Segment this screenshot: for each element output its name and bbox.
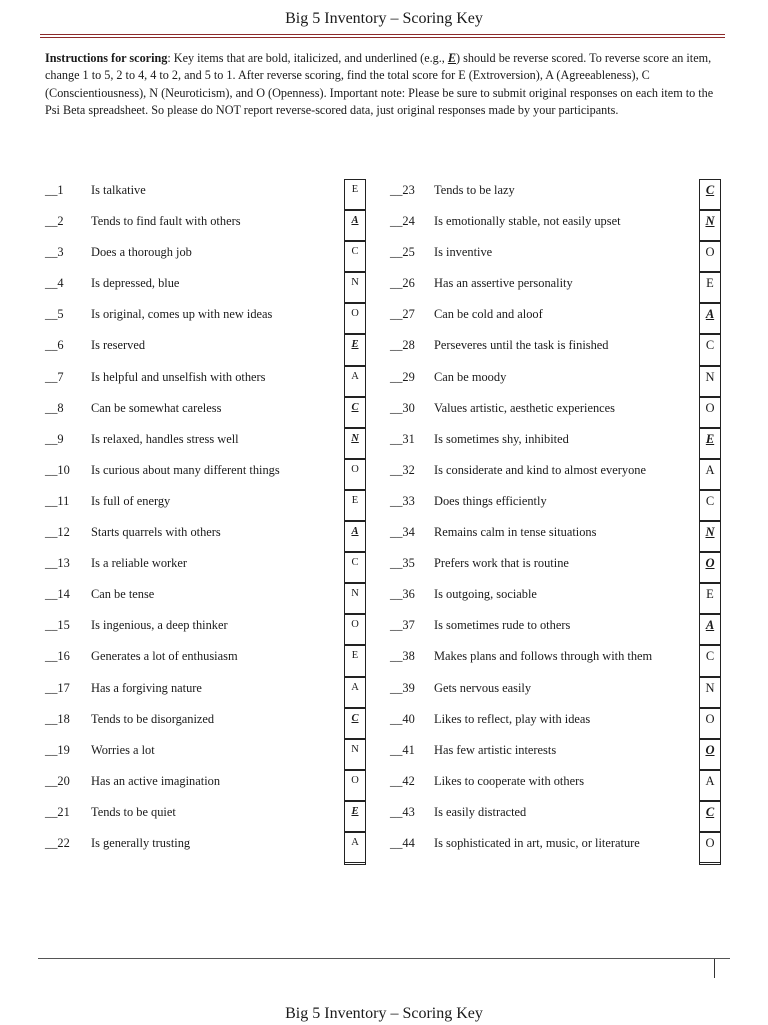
trait-letter: A bbox=[351, 836, 359, 848]
trait-letter: O bbox=[351, 463, 359, 475]
item-number-blank: __17 bbox=[45, 680, 70, 695]
trait-letter: O bbox=[705, 711, 715, 726]
key-cell bbox=[345, 179, 365, 210]
key-cell bbox=[345, 210, 365, 241]
reverse-score-example: E bbox=[447, 51, 457, 65]
item-statement: Is curious about many different things bbox=[91, 462, 280, 477]
key-cell bbox=[700, 708, 720, 739]
trait-letter: E bbox=[706, 276, 714, 291]
trait-letter: A bbox=[351, 370, 359, 382]
item-number-blank: __14 bbox=[45, 587, 70, 602]
key-cell bbox=[700, 179, 720, 210]
trait-letter: O bbox=[351, 619, 359, 631]
scoring-instructions bbox=[45, 50, 725, 119]
item-statement: Can be cold and aloof bbox=[434, 307, 543, 322]
reverse-scored-trait-letter: C bbox=[351, 712, 359, 724]
item-statement: Worries a lot bbox=[91, 742, 155, 757]
item-number-blank: __40 bbox=[390, 711, 415, 726]
key-cell bbox=[700, 770, 720, 801]
item-number-blank: __26 bbox=[390, 276, 415, 291]
item-statement: Makes plans and follows through with them bbox=[434, 649, 653, 664]
trait-letter: N bbox=[705, 369, 715, 384]
key-cell bbox=[700, 645, 720, 676]
reverse-scored-trait-letter: E bbox=[705, 431, 715, 446]
key-cell bbox=[700, 210, 720, 241]
item-number-blank: __3 bbox=[45, 245, 64, 260]
item-number-blank: __38 bbox=[390, 649, 415, 664]
item-number-blank: __10 bbox=[45, 462, 70, 477]
trait-letter: C bbox=[705, 649, 715, 664]
item-statement: Has an assertive personality bbox=[434, 276, 573, 291]
key-cell bbox=[345, 272, 365, 303]
item-statement: Is ingenious, a deep thinker bbox=[91, 618, 228, 633]
item-number-blank: __33 bbox=[390, 493, 415, 508]
page-title: Big 5 Inventory – Scoring Key bbox=[285, 10, 483, 27]
key-cell bbox=[345, 552, 365, 583]
item-number-blank: __32 bbox=[390, 462, 415, 477]
item-statement: Prefers work that is routine bbox=[434, 556, 569, 571]
item-statement: Can be somewhat careless bbox=[91, 400, 222, 415]
trait-letter: O bbox=[351, 774, 359, 786]
trait-letter: A bbox=[705, 773, 715, 788]
trait-letter: A bbox=[351, 681, 359, 693]
reverse-scored-trait-letter: N bbox=[351, 432, 359, 444]
item-statement: Is talkative bbox=[91, 183, 146, 197]
key-cell bbox=[345, 428, 365, 459]
item-number-blank: __29 bbox=[390, 369, 415, 384]
trait-letter: O bbox=[351, 308, 359, 320]
trait-letter: C bbox=[705, 338, 715, 353]
item-statement: Is outgoing, sociable bbox=[434, 587, 537, 602]
reverse-scored-trait-letter: A bbox=[705, 307, 715, 322]
key-cell bbox=[345, 832, 365, 863]
item-statement: Tends to be quiet bbox=[91, 804, 176, 819]
reverse-scored-trait-letter: C bbox=[351, 401, 359, 413]
item-number-blank: __25 bbox=[390, 245, 415, 260]
item-statement: Tends to be disorganized bbox=[91, 711, 215, 726]
item-number-blank: __24 bbox=[390, 214, 415, 229]
trait-letter: O bbox=[705, 245, 715, 260]
item-number-blank: __23 bbox=[390, 183, 415, 197]
item-number-blank: __36 bbox=[390, 587, 415, 602]
key-cell bbox=[345, 241, 365, 272]
key-cell bbox=[345, 708, 365, 739]
item-number-blank: __2 bbox=[45, 214, 64, 229]
key-cell bbox=[700, 801, 720, 832]
key-cell bbox=[700, 490, 720, 521]
key-cell bbox=[700, 614, 720, 645]
trait-letter: E bbox=[351, 650, 359, 662]
item-number-blank: __43 bbox=[390, 804, 415, 819]
item-statement: Tends to find fault with others bbox=[91, 214, 241, 229]
item-number-blank: __5 bbox=[45, 307, 64, 322]
item-statement: Can be moody bbox=[434, 369, 507, 384]
item-number-blank: __13 bbox=[45, 556, 70, 571]
item-number-blank: __15 bbox=[45, 618, 70, 633]
key-cell bbox=[700, 583, 720, 614]
item-statement: Is sophisticated in art, music, or literature bbox=[434, 835, 640, 850]
key-cell bbox=[345, 521, 365, 552]
instructions-lead: Instructions for scoring bbox=[45, 51, 168, 65]
trait-letter: E bbox=[351, 184, 359, 195]
item-statement: Is reserved bbox=[91, 338, 146, 353]
trait-letter: N bbox=[351, 277, 359, 289]
item-statement: Does things efficiently bbox=[434, 493, 547, 508]
page-corner-mark bbox=[714, 959, 715, 978]
key-cell bbox=[700, 334, 720, 365]
reverse-scored-trait-letter: O bbox=[705, 742, 715, 757]
trait-letter: O bbox=[705, 835, 715, 850]
reverse-scored-trait-letter: A bbox=[351, 526, 359, 538]
trait-letter: A bbox=[705, 462, 715, 477]
key-cell bbox=[700, 832, 720, 863]
item-statement: Starts quarrels with others bbox=[91, 525, 221, 540]
item-number-blank: __4 bbox=[45, 276, 64, 291]
item-statement: Has a forgiving nature bbox=[91, 680, 202, 695]
key-cell bbox=[700, 677, 720, 708]
item-number-blank: __9 bbox=[45, 431, 64, 446]
key-cell bbox=[345, 397, 365, 428]
item-number-blank: __39 bbox=[390, 680, 415, 695]
item-statement: Is considerate and kind to almost everyone bbox=[434, 462, 646, 477]
item-statement: Is original, comes up with new ideas bbox=[91, 307, 273, 322]
item-statement: Is sometimes rude to others bbox=[434, 618, 571, 633]
item-statement: Has an active imagination bbox=[91, 773, 221, 788]
item-statement: Has few artistic interests bbox=[434, 742, 557, 757]
item-statement: Is a reliable worker bbox=[91, 556, 187, 571]
reverse-scored-trait-letter: C bbox=[705, 804, 715, 819]
key-cell bbox=[700, 272, 720, 303]
key-cell bbox=[345, 459, 365, 490]
item-number-blank: __44 bbox=[390, 835, 415, 850]
item-number-blank: __6 bbox=[45, 338, 64, 353]
item-statement: Tends to be lazy bbox=[434, 183, 515, 197]
item-statement: Is inventive bbox=[434, 245, 493, 260]
item-statement: Perseveres until the task is finished bbox=[434, 338, 609, 353]
key-cell bbox=[345, 583, 365, 614]
reverse-scored-trait-letter: N bbox=[705, 214, 715, 229]
item-number-blank: __41 bbox=[390, 742, 415, 757]
key-cell bbox=[345, 645, 365, 676]
item-number-blank: __37 bbox=[390, 618, 415, 633]
item-statement: Remains calm in tense situations bbox=[434, 525, 597, 540]
key-cell bbox=[700, 241, 720, 272]
item-statement: Is emotionally stable, not easily upset bbox=[434, 214, 621, 229]
key-cell bbox=[345, 677, 365, 708]
item-number-blank: __30 bbox=[390, 400, 415, 415]
reverse-scored-trait-letter: E bbox=[351, 339, 359, 351]
key-cell bbox=[345, 490, 365, 521]
key-cell bbox=[345, 334, 365, 365]
item-statement: Is relaxed, handles stress well bbox=[91, 431, 239, 446]
scoring-key-column-right bbox=[699, 179, 721, 865]
item-number-blank: __22 bbox=[45, 835, 70, 850]
scoring-key-column-left bbox=[344, 179, 366, 865]
item-number-blank: __35 bbox=[390, 556, 415, 571]
key-cell bbox=[700, 552, 720, 583]
item-number-blank: __8 bbox=[45, 400, 64, 415]
trait-letter: C bbox=[351, 246, 359, 258]
key-cell bbox=[700, 303, 720, 334]
reverse-scored-trait-letter: O bbox=[705, 556, 715, 571]
item-statement: Is full of energy bbox=[91, 493, 171, 508]
item-number-blank: __21 bbox=[45, 804, 70, 819]
item-statement: Is helpful and unselfish with others bbox=[91, 369, 266, 384]
key-cell bbox=[700, 366, 720, 397]
trait-letter: N bbox=[705, 680, 715, 695]
item-statement: Is sometimes shy, inhibited bbox=[434, 431, 569, 446]
instructions-text-part2: ) should be reverse scored. To reverse score an item, change 1 to 5, 2 to 4, 4 to 2, and 5 to 1. After reverse scoring, find the total score for E (Extroversion), A (Agreeableness), C (Conscientiousness), N (Neuroticism), and O (Openness). Important note: Please be sure to submit original responses on each item to the Psi Beta spreadsheet. So please do NOT report reverse-scored data, just original responses made by your participants. bbox=[45, 51, 714, 117]
item-number-blank: __31 bbox=[390, 431, 415, 446]
key-cell bbox=[345, 739, 365, 770]
item-number-blank: __19 bbox=[45, 742, 70, 757]
item-number-blank: __1 bbox=[45, 183, 64, 197]
item-number-blank: __42 bbox=[390, 773, 415, 788]
item-number-blank: __34 bbox=[390, 525, 415, 540]
key-cell bbox=[700, 459, 720, 490]
key-cell bbox=[700, 428, 720, 459]
key-cell bbox=[700, 521, 720, 552]
key-cell bbox=[700, 397, 720, 428]
item-statement: Likes to reflect, play with ideas bbox=[434, 711, 591, 726]
trait-letter: C bbox=[351, 557, 359, 569]
item-statement: Gets nervous easily bbox=[434, 680, 532, 695]
item-number-blank: __7 bbox=[45, 369, 64, 384]
item-number-blank: __28 bbox=[390, 338, 415, 353]
key-cell bbox=[345, 614, 365, 645]
key-cell bbox=[345, 801, 365, 832]
item-statement: Is easily distracted bbox=[434, 804, 527, 819]
reverse-scored-trait-letter: E bbox=[351, 805, 359, 817]
item-statement: Values artistic, aesthetic experiences bbox=[434, 400, 615, 415]
key-cell bbox=[345, 303, 365, 334]
trait-letter: O bbox=[705, 400, 715, 415]
item-number-blank: __12 bbox=[45, 525, 70, 540]
item-statement: Is depressed, blue bbox=[91, 276, 180, 291]
instructions-text-part1: : Key items that are bold, italicized, and underlined (e.g., bbox=[167, 51, 448, 65]
trait-letter: C bbox=[705, 493, 715, 508]
reverse-scored-trait-letter: C bbox=[705, 183, 715, 197]
footer-divider bbox=[38, 958, 730, 959]
item-statement: Generates a lot of enthusiasm bbox=[91, 649, 238, 664]
header-divider bbox=[40, 34, 725, 38]
key-cell bbox=[700, 739, 720, 770]
item-number-blank: __11 bbox=[45, 493, 70, 508]
item-statement: Likes to cooperate with others bbox=[434, 773, 585, 788]
item-number-blank: __18 bbox=[45, 711, 70, 726]
trait-letter: N bbox=[351, 588, 359, 600]
item-statement: Can be tense bbox=[91, 587, 155, 602]
reverse-scored-trait-letter: N bbox=[705, 525, 715, 540]
key-cell bbox=[345, 366, 365, 397]
trait-letter: E bbox=[351, 494, 359, 506]
trait-letter: N bbox=[351, 743, 359, 755]
item-number-blank: __27 bbox=[390, 307, 415, 322]
reverse-scored-trait-letter: A bbox=[351, 215, 359, 227]
item-number-blank: __16 bbox=[45, 649, 70, 664]
item-statement: Is generally trusting bbox=[91, 835, 191, 850]
key-cell bbox=[345, 770, 365, 801]
item-number-blank: __20 bbox=[45, 773, 70, 788]
trait-letter: E bbox=[706, 587, 714, 602]
reverse-scored-trait-letter: A bbox=[705, 618, 715, 633]
item-statement: Does a thorough job bbox=[91, 245, 192, 260]
footer-title: Big 5 Inventory – Scoring Key bbox=[285, 1005, 483, 1022]
